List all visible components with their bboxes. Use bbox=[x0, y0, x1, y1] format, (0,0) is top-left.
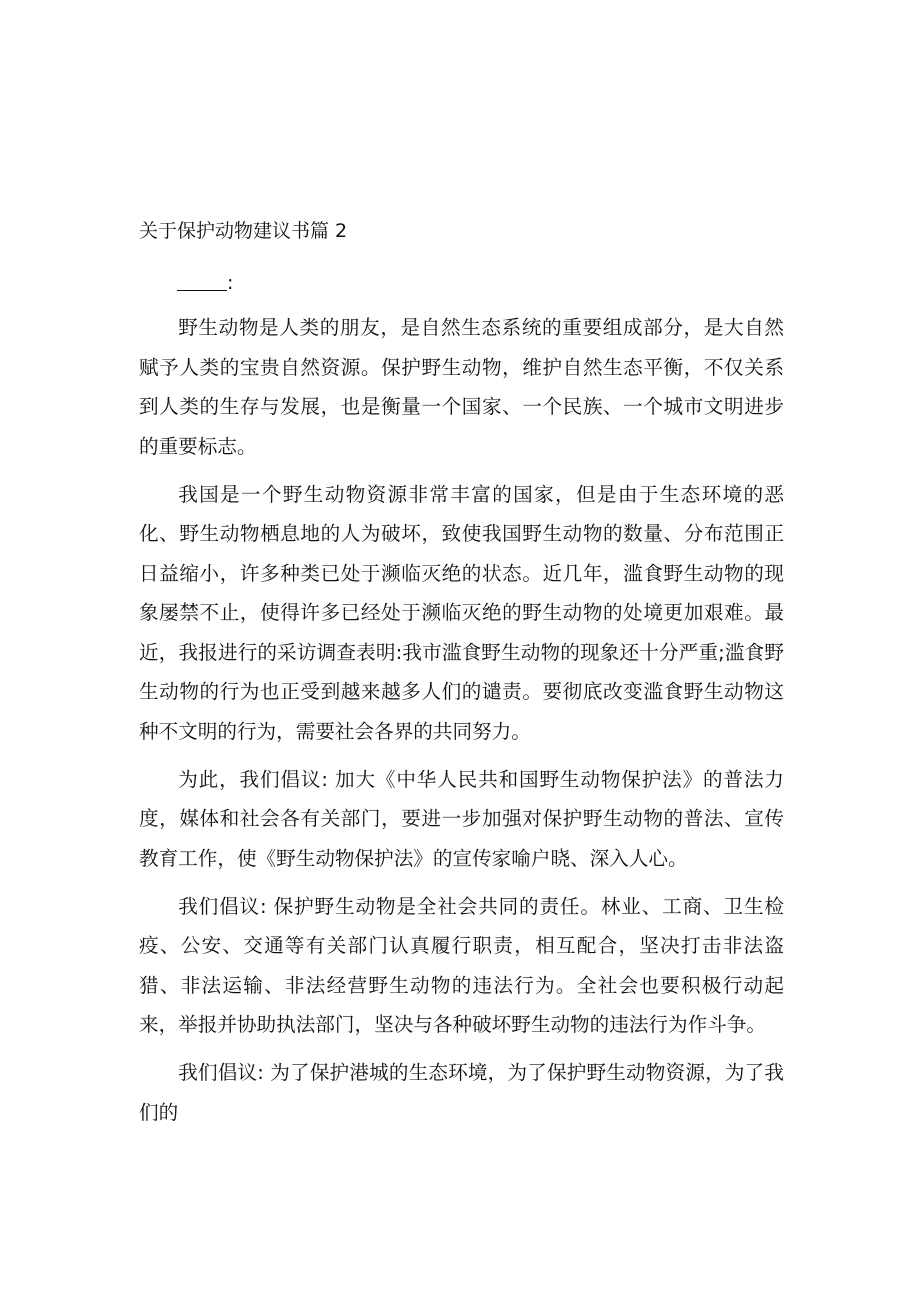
document-body bbox=[139, 308, 784, 1141]
paragraph-proposal-law: 为此，我们倡议: 加大《中华人民共和国野生动物保护法》的普法力度，媒体和社会各有关部门，要进一步加强对保护野生动物的普法、宣传教育工作，使《野生动物保护法》的宣传家喻户晓、深入人心。 bbox=[139, 767, 784, 870]
paragraph-wildlife-friends: 野生动物是人类的朋友，是自然生态系统的重要组成部分，是大自然赋予人类的宝贵自然资源。保护野生动物，维护自然生态平衡，不仅关系到人类的生存与发展，也是衡量一个国家、一个民族、一个城市文明进步的重要标志。 bbox=[139, 316, 784, 458]
paragraph-proposal-responsibility: 我们倡议: 保护野生动物是全社会共同的责任。林业、工商、卫生检疫、公安、交通等有关部门认真履行职责，相互配合，坚决打击非法盗猎、非法运输、非法经营野生动物的违法行为。全社会也要积极行动起来，举报并协助执法部门，坚决与各种破坏野生动物的违法行为作斗争。 bbox=[139, 894, 784, 1036]
salutation-colon: : bbox=[227, 272, 234, 294]
paragraph-wildlife-situation: 我国是一个野生动物资源非常丰富的国家，但是由于生态环境的恶化、野生动物栖息地的人为破坏，致使我国野生动物的数量、分布范围正日益缩小，许多种类已处于濒临灭绝的状态。近几年，滥食野生动物的现象屡禁不止，使得许多已经处于濒临灭绝的野生动物的处境更加艰难。最近，我报进行的采访调查表明:我市滥食野生动物的现象还十分严重;滥食野生动物的行为也正受到越来越多人们的谴责。要彻底改变滥食野生动物这种不文明的行为，需要社会各界的共同努力。 bbox=[139, 482, 784, 743]
salutation-line bbox=[177, 268, 233, 298]
document-title: 关于保护动物建议书篇 2 bbox=[139, 220, 348, 242]
paragraph-proposal-ecology: 我们倡议: 为了保护港城的生态环境，为了保护野生动物资源，为了我们的 bbox=[139, 1061, 784, 1124]
recipient-blank bbox=[177, 270, 227, 291]
